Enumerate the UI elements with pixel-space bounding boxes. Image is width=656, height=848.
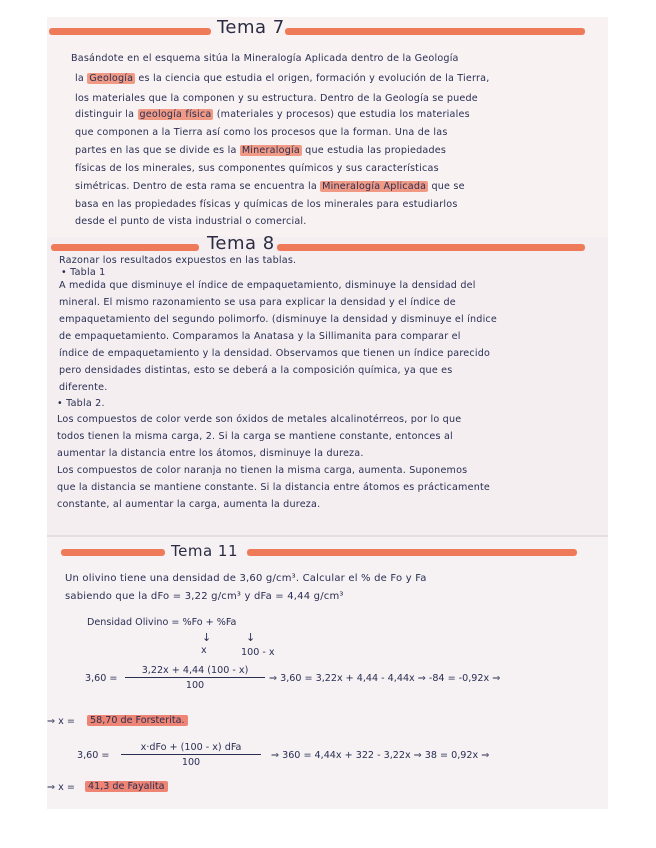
highlight-forsterita: 58,70 de Forsterita. bbox=[87, 715, 188, 726]
highlight-mineralogia-aplicada: Mineralogía Aplicada bbox=[322, 181, 427, 192]
tema11-section bbox=[47, 537, 608, 809]
tema8-line-8: pero densidades distintas, esto se deberá a la composición química, ya que es bbox=[59, 365, 453, 376]
tema11-title: Tema 11 bbox=[171, 542, 239, 560]
tema8-title: Tema 8 bbox=[207, 233, 275, 254]
tema8-line-5: empaquetamiento del segundo polimorfo. (disminuye la densidad y disminuye el índice bbox=[59, 314, 498, 325]
title-underline-right bbox=[277, 244, 585, 251]
equation1-lhs: 3,60 = bbox=[85, 673, 118, 684]
tema11-line-2: sabiendo que la dFo = 3,22 g/cm³ y dFa = 4,44 g/cm³ bbox=[65, 591, 344, 602]
tema8-line-1: Razonar los resultados expuestos en las tablas. bbox=[59, 255, 297, 266]
density-formula: Densidad Olivino = %Fo + %Fa bbox=[87, 617, 237, 628]
tema7-section bbox=[47, 17, 608, 237]
result2-value bbox=[85, 781, 168, 792]
result2-prefix: ⇒ x = bbox=[47, 782, 75, 793]
tema8-line-4: mineral. El mismo razonamiento se usa para explicar la densidad y el índice de bbox=[59, 297, 456, 308]
equation1-fraction bbox=[125, 665, 265, 691]
tema8-line-3: A medida que disminuye el índice de empaquetamiento, disminuye la densidad del bbox=[59, 280, 476, 291]
highlight-geologia: Geología bbox=[89, 73, 134, 84]
tema8-line-6: de empaquetamiento. Comparamos la Anatasa y la Sillimanita para comparar el bbox=[59, 331, 461, 342]
tema8-line-15: que la distancia se mantiene constante. Si la distancia entre átomos es prácticamente bbox=[57, 482, 491, 493]
tema8-line-7: índice de empaquetamiento y la densidad. Observamos que tienen un índice parecido bbox=[59, 348, 491, 359]
x-label: x bbox=[201, 645, 207, 656]
tema8-line-11: Los compuestos de color verde son óxidos de metales alcalinotérreos, por lo que bbox=[57, 414, 462, 425]
equation2-fraction bbox=[121, 742, 261, 768]
tema7-line-8: simétricas. Dentro de esta rama se encuentra la Mineralogía Aplicada que se bbox=[75, 181, 465, 192]
equation2-rhs: ⇒ 360 = 4,44x + 322 - 3,22x ⇒ 38 = 0,92x ⇒ bbox=[271, 750, 490, 761]
result1-prefix: ⇒ x = bbox=[47, 716, 75, 727]
title-underline-right bbox=[247, 549, 577, 556]
tema7-line-3: los materiales que la componen y su estructura. Dentro de la Geología se puede bbox=[75, 93, 478, 104]
tema8-section bbox=[47, 233, 608, 537]
result1-value bbox=[87, 715, 188, 726]
notebook-page bbox=[47, 17, 608, 809]
title-underline-right bbox=[285, 28, 585, 35]
tema8-line-16: constante, al aumentar la carga, aumenta la dureza. bbox=[57, 499, 321, 510]
highlight-fayalita: 41,3 de Fayalita bbox=[85, 781, 168, 792]
equation1-numerator: 3,22x + 4,44 (100 - x) bbox=[125, 665, 265, 678]
equation2-denominator: 100 bbox=[181, 757, 201, 768]
highlight-mineralogia: Mineralogía bbox=[241, 145, 300, 156]
tema8-line-2: • Tabla 1 bbox=[61, 267, 106, 278]
tema7-line-7: físicas de los minerales, sus componentes químicos y sus características bbox=[75, 163, 439, 174]
title-underline-left bbox=[49, 28, 211, 35]
tema7-line-2: la Geología es la ciencia que estudia el origen, formación y evolución de la Tierra, bbox=[75, 73, 490, 84]
tema8-line-14: Los compuestos de color naranja no tienen la misma carga, aumenta. Suponemos bbox=[57, 465, 468, 476]
title-underline-left bbox=[51, 244, 199, 251]
highlight-geologia-fisica: geología física bbox=[139, 109, 212, 120]
tema7-line-1: Basándote en el esquema sitúa la Mineralogía Aplicada dentro de la Geología bbox=[71, 53, 459, 64]
tema7-line-5: que componen a la Tierra así como los procesos que la forman. Una de las bbox=[75, 127, 448, 138]
equation1-rhs: ⇒ 3,60 = 3,22x + 4,44 - 4,44x ⇒ -84 = -0,92x ⇒ bbox=[269, 673, 501, 684]
equation2-lhs: 3,60 = bbox=[77, 750, 110, 761]
title-underline-left bbox=[61, 549, 165, 556]
down-arrow-icon: ↓ bbox=[246, 631, 256, 644]
tema11-line-1: Un olivino tiene una densidad de 3,60 g/cm³. Calcular el % de Fo y Fa bbox=[65, 573, 427, 584]
tema8-line-13: aumentar la distancia entre los átomos, disminuye la dureza. bbox=[57, 448, 364, 459]
hundred-minus-x-label: 100 - x bbox=[241, 647, 275, 658]
tema7-line-4: distinguir la geología física (materiales y procesos) que estudia los materiales bbox=[75, 109, 470, 120]
tema8-line-12: todos tienen la misma carga, 2. Si la carga se mantiene constante, entonces al bbox=[57, 431, 453, 442]
equation2-numerator: x·dFo + (100 - x) dFa bbox=[121, 742, 261, 755]
tema8-line-10: • Tabla 2. bbox=[57, 398, 105, 409]
tema7-line-6: partes en las que se divide es la Mineralogía que estudia las propiedades bbox=[75, 145, 447, 156]
tema7-line-9: basa en las propiedades físicas y químicas de los minerales para estudiarlos bbox=[75, 199, 458, 210]
tema7-line-10: desde el punto de vista industrial o comercial. bbox=[75, 216, 307, 227]
tema8-line-9: diferente. bbox=[59, 382, 108, 393]
equation1-denominator: 100 bbox=[185, 680, 205, 691]
down-arrow-icon: ↓ bbox=[202, 631, 212, 644]
tema7-title: Tema 7 bbox=[217, 17, 285, 38]
